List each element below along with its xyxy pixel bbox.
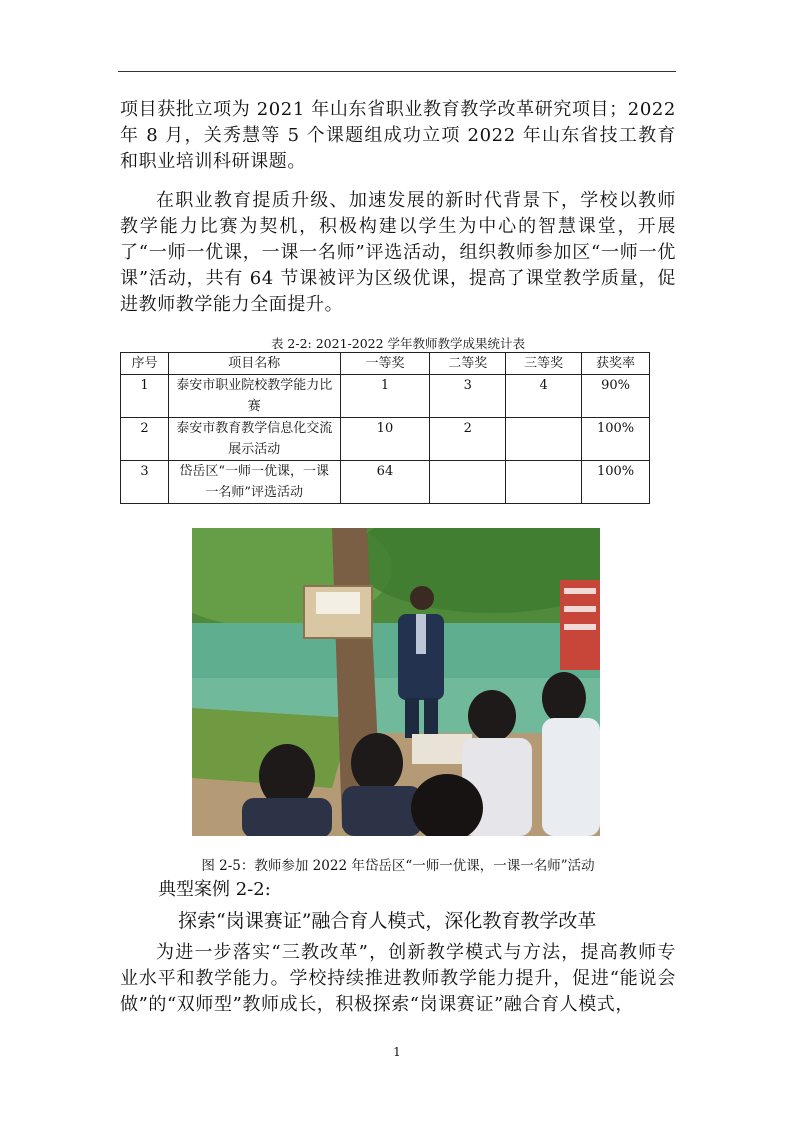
header-first-prize: 一等奖 xyxy=(340,353,430,375)
activity-photo xyxy=(192,528,600,836)
paragraph-1: 项目获批立项为 2021 年山东省职业教育教学改革研究项目；2022 年 8 月，关秀慧等 5 个课题组成功立项 2022 年山东省技工教育和职业培训科研课题。 xyxy=(120,99,676,172)
cell-third xyxy=(506,418,582,461)
header-index: 序号 xyxy=(121,353,169,375)
cell-second: 3 xyxy=(430,375,506,418)
header-project: 项目名称 xyxy=(168,353,340,375)
photo-illustration xyxy=(192,528,600,836)
header-second-prize: 二等奖 xyxy=(430,353,506,375)
table-caption: 表 2-2: 2021-2022 学年教师教学成果统计表 xyxy=(270,336,526,351)
cell-first: 10 xyxy=(340,418,430,461)
cell-project: 岱岳区“一师一优课，一课一名师”评选活动 xyxy=(168,461,340,504)
cell-rate: 100% xyxy=(582,418,650,461)
paragraph-2: 在职业教育提质升级、加速发展的新时代背景下，学校以教师教学能力比赛为契机，积极构建以学生为中心的智慧课堂，开展了“一师一优课，一课一名师”评选活动，组织教师参加区“一师一优课”活动，共有 64 节课被评为区级优课，提高了课堂教学质量，促进教师教学能力全面提升。 xyxy=(120,190,676,315)
cell-project: 泰安市职业院校教学能力比赛 xyxy=(168,375,340,418)
page-number: 1 xyxy=(393,1045,401,1059)
table-row xyxy=(121,418,650,461)
cell-rate: 100% xyxy=(582,461,650,504)
cell-project: 泰安市教育教学信息化交流展示活动 xyxy=(168,418,340,461)
cell-second: 2 xyxy=(430,418,506,461)
case-label: 典型案例 2-2: xyxy=(158,879,271,900)
table-header-row xyxy=(121,353,650,375)
cell-index: 3 xyxy=(121,461,169,504)
cell-index: 2 xyxy=(121,418,169,461)
achievement-table xyxy=(120,352,650,504)
header-rule xyxy=(118,71,676,72)
cell-first: 64 xyxy=(340,461,430,504)
case-title: 探索“岗课赛证”融合育人模式，深化教育教学改革 xyxy=(178,910,597,932)
cell-second xyxy=(430,461,506,504)
case-paragraph: 为进一步落实“三教改革”，创新教学模式与方法，提高教师专业水平和教学能力。学校持续推进教师教学能力提升，促进“能说会做”的“双师型”教师成长，积极探索“岗课赛证”融合育人模式， xyxy=(120,942,676,1015)
figure-caption: 图 2-5：教师参加 2022 年岱岳区“一师一优课，一课一名师”活动 xyxy=(201,858,595,874)
header-award-rate: 获奖率 xyxy=(582,353,650,375)
cell-third: 4 xyxy=(506,375,582,418)
cell-third xyxy=(506,461,582,504)
header-third-prize: 三等奖 xyxy=(506,353,582,375)
cell-first: 1 xyxy=(340,375,430,418)
cell-rate: 90% xyxy=(582,375,650,418)
table-row xyxy=(121,375,650,418)
table-row xyxy=(121,461,650,504)
cell-index: 1 xyxy=(121,375,169,418)
